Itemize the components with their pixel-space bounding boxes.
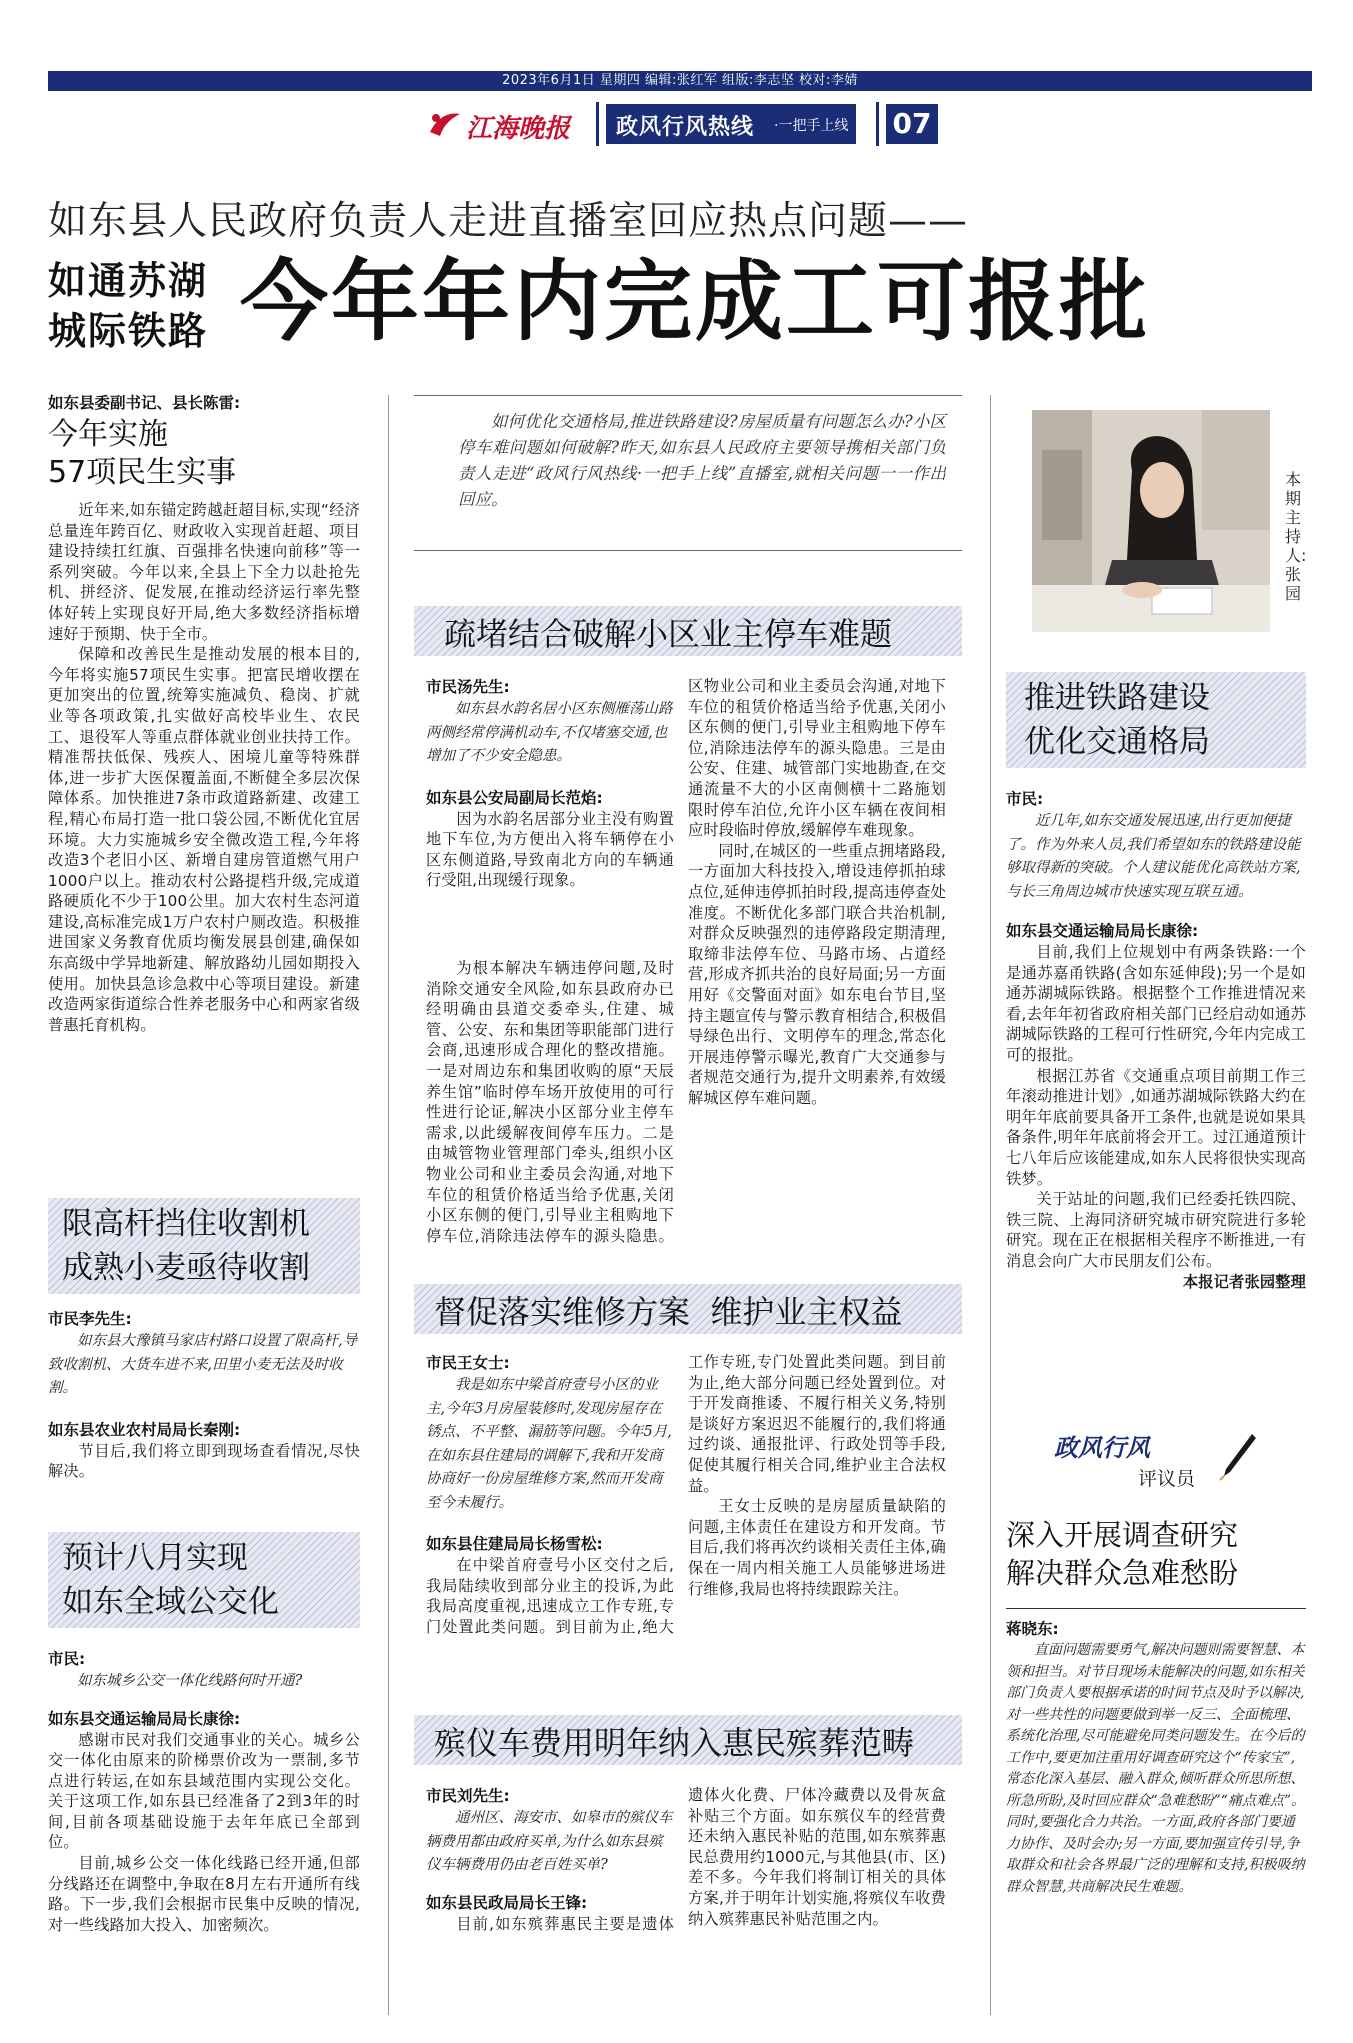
paragraph: 同时,在城区的一些重点拥堵路段,一方面加大科技投入,增设违停抓拍球点位,延伸违停抓拍时段,提高违停查处准度。不断优化多部门联合共治机制,对群众反映强烈的违停路段定期清理,取缔非法停车位、马路市场、占道经营,形成齐抓共治的良好局面;另一方面用好《交警面对面》如东电台节目,坚持主题宣传与警示教育相结合,积极倡导绿色出行、文明停车的理念,常态化开展违停警示曝光,教育广大交通参与者规范交通行为,提升文明素养,有效缓解城区停车难问题。 [688,841,946,1107]
section-banner [414,606,962,656]
paragraph: 直面问题需要勇气,解决问题则需要智慧、本领和担当。对节目现场未能解决的问题,如东相关部门负责人要根据承诺的时间节点及时予以解决,对一些共性的问题要做到举一反三、全面梳理、系统化治理,尽可能避免同类问题发生。在今后的工作中,要更加注重用好调查研究这个“传家宝”,常态化深入基层、融入群众,倾听群众所思所想、所急所盼,及时回应群众“急难愁盼”“痛点难点”。同时,要强化合力共治。一方面,政府各部门要通力协作、及时会办;另一方面,要加强宣传引导,争取群众和社会各界最广泛的理解和支持,积极吸纳群众智慧,共商解决民生难题。 [1006,1642,1306,1895]
headline-subtitle-line: 城际铁路 [48,309,209,353]
answer-text [688,676,946,1244]
speaker-label: 市民: [1006,790,1044,808]
comment-rule [1006,1608,1306,1609]
divider [876,102,879,146]
left-column-lead [48,392,358,492]
fountain-pen-icon [1218,1432,1258,1482]
qa-block [48,1308,360,1482]
question-text [426,698,674,769]
paragraph: 遗体火化费、尸体冷藏费以及骨灰盒补贴三个方面。如东殡仪车的经营费还未纳入惠民补贴的范围,如东殡葬惠民总费用约1000元,与其他县(市、区)差不多。今年我们将制订相关的具体方案,并于明年计划实施,将殡仪车收费纳入殡葬惠民补贴范围之内。 [688,1786,946,1928]
lead-paragraph [458,409,946,513]
section-title: 督促落实维修方案 维护业主权益 [434,1293,903,1331]
section-title-line: 如东全域公交化 [62,1584,279,1620]
stamp-subtitle: 评议员 [1138,1468,1196,1490]
speaker-label: 如东县农业农村局局长秦刚: [48,1420,241,1439]
paragraph: 关于站址的问题,我们已经委托铁四院、铁三院、上海同济研究城市研究院进行多轮研究。现在正在根据相关程序不断推进,一有消息会向广大市民朋友们公布。 [1006,1190,1306,1270]
newspaper-logo [428,106,583,144]
headline-subtitle-line: 如通苏湖 [48,259,209,303]
speaker-label: 如东县公安局副局长范焰: [426,788,603,807]
answer-text [426,1555,674,1639]
answer-text [426,809,674,891]
paragraph: 如东县大豫镇马家店村路口设置了限高杆,导致收割机、大货车进不来,田里小麦无法及时收割。 [48,1333,358,1396]
speaker-label: 如东县民政局局长王锋: [426,1893,588,1912]
column-banner [606,104,856,144]
paragraph: 保障和改善民生是推动发展的根本目的,今年将实施57项民生实事。把富民增收摆在更加突出的位置,统筹实施减负、稳岗、扩就业等各项政策,扎实做好高校毕业生、农民工、退役军人等重点群体就业创业扶持工作。精准帮扶低保、残疾人、困境儿童等特殊群体,进一步扩大医保覆盖面,不断健全多层次保障体系。加快推进7条市政道路新建、改建工程,精心布局打造一批口袋公园,不断优化宜居环境。大力实施城乡安全微改造工程,今年将改造3个老旧小区、新增自建房管道燃气用户1000户以上。推动农村公路提档升级,完成道路硬质化不少于100公里。加大农村生态河道建设,高标准完成1万户农村户厕改造。积极推进国家义务教育优质均衡发展县创建,确保如东高级中学异地新建、解放路幼儿园如期投入使用。加快县急诊急救中心等项目建设。新建改造两家街道综合性养老服务中心和两家省级普惠托育机构。 [48,645,360,1034]
section-title-line: 解决群众急难愁盼 [1006,1556,1239,1590]
divider [596,102,599,146]
lead-rule [414,395,962,396]
section-title-line: 限高杆挡住收割机 [62,1206,310,1242]
question-text [426,1807,674,1878]
qa-block [426,1352,674,1639]
qa-block [426,676,674,891]
paragraph: 区物业公司和业主委员会沟通,对地下车位的租赁价格适当给予优惠,关闭小区东侧的便门,引导业主租购地下停车位,消除违法停车的源头隐患。三是由公安、住建、城管部门实地勘查,在交通流量不大的小区南侧横十二路施划限时停车泊位,允许小区车辆在夜间相应时段临时停放,缓解停车难现象。 [688,677,946,840]
qa-block [48,1648,360,1935]
question-text [48,1670,360,1694]
logo-swoosh-icon [428,110,462,138]
speaker-label: 市民王女士: [426,1354,510,1372]
paragraph: 因为水韵名居部分业主没有购置地下车位,为方便出入将车辆停在小区东侧道路,导致南北方向的车辆通行受阻,出现缓行现象。 [426,809,674,890]
paragraph: 如东县水韵名居小区东侧雁荡山路两侧经常停满机动车,不仅堵塞交通,也增加了不少安全隐患。 [426,701,673,764]
byline: 本报记者张园整理 [1182,1272,1306,1291]
commentator-stamp [1046,1426,1266,1496]
paragraph: 王女士反映的是房屋质量缺陷的问题,主体责任在建设方和开发商。节目后,我们将再次约谈相关责任主体,确保在一周内相关施工人员能够进场进行维修,我局也将持续跟踪关注。 [688,1497,946,1598]
speaker-label: 市民李先生: [48,1310,132,1328]
column-divider [990,395,991,2015]
speaker-label: 市民汤先生: [426,678,510,696]
answer-text [426,1914,674,1936]
question-text [48,1330,360,1401]
host-photo-illustration [1032,410,1270,632]
speaker-label: 如东县委副书记、县长陈雷: [48,394,241,412]
answer-text [1006,942,1306,1292]
paragraph: 感谢市民对我们交通事业的关心。城乡公交一体化由原来的阶梯票价改为一票制,多节点进行转运,在如东县域范围内实现公交化。关于这项工作,如东县已经准备了2到3年的时间,目前各项基础设施于去年年底已全部到位。 [48,1730,360,1852]
paragraph: 工作专班,专门处置此类问题。到目前为止,绝大部分问题已经处置到位。对于开发商推诿、不履行相关义务,特别是谈好方案迟迟不能履行的,我们将通过约谈、通报批评、行政处罚等手段,促使其履行相关合同,维护业主合法权益。 [688,1353,946,1495]
section-banner [48,1198,360,1294]
comment-text [1006,1640,1306,1898]
stamp-title: 政风行风 [1054,1433,1150,1462]
paragraph: 近年来,如东锚定跨越赶超目标,实现“经济总量连年跨百亿、财政收入实现首赶超、项目建设持续扛红旗、百强排名快速向前移”等一系列突破。今年以来,全县上下全力以赴抢先机、拼经济、促发展,在推动经济运行率先整体好转上实现良好开局,绝大多数经济指标增速好于预期、快于全市。 [48,501,360,643]
paragraph: 我是如东中梁首府壹号小区的业主,今年3月房屋装修时,发现房屋存在锈点、不平整、漏筋等问题。今年5月,在如东县住建局的调解下,我和开发商协商好一份房屋维修方案,然而开发商至今未履行。 [426,1377,672,1511]
section-title-line: 57项民生实事 [48,455,237,490]
question-text [1006,810,1306,904]
speaker-label: 如东县交通运输局局长康徐: [1006,922,1199,940]
headline-kicker: 如东县人民政府负责人走进直播室回应热点问题—— [48,199,969,244]
paragraph: 通州区、海安市、如皋市的殡仪车辆费用都由政府买单,为什么如东县殡仪车辆费用仍由老百姓买单? [426,1810,673,1873]
qa-block [1006,788,1306,1292]
section-title-line: 成熟小麦亟待收割 [62,1250,310,1286]
paragraph: 近几年,如东交通发展迅速,出行更加便捷了。作为外来人员,我们希望如东的铁路建设能够取得新的突破。个人建议能优化高铁站方案,与长三角周边城市快速实现互联互通。 [1006,813,1301,900]
section-banner [414,1715,962,1765]
paragraph: 根据江苏省《交通重点项目前期工作三年滚动推进计划》,如通苏湖城际铁路大约在明年年底前要具备开工条件,也就是说如果具备条件,明年年底前将会开工。过江通道预计七八年后应该能建成,如东人民将很快实现高铁梦。 [1006,1066,1306,1188]
column-name: 政风行风热线 [616,115,755,140]
answer-text [48,1441,360,1482]
paragraph: 为根本解决车辆违停问题,及时消除交通安全风险,如东县政府办已经明确由县道交委牵头,住建、城管、公安、东和集团等职能部门进行会商,迅速形成合理化的整改措施。一是对周边东和集团收购的原“天辰养生馆”临时停车场开放使用的可行性进行论证,解决小区部分业主停车需求,以此缓解夜间停车压力。二是由城管物业管理部门牵头,组织小区物业公司和业主委员会沟通,对地下车位的租赁价格适当给予优惠,关闭小区东侧的便门,引导业主租购地下停车位,消除违法停车的源头隐患。 [426,959,674,1244]
column-tagline: ·一把手上线 [774,118,849,134]
speaker-label: 蒋晓东: [1006,1620,1059,1638]
paragraph: 在中梁首府壹号小区交付之后,我局陆续收到部分业主的投诉,为此我局高度重视,迅速成立工作专班,专门处置此类问题。到目前为止,绝大 [426,1556,674,1636]
speaker-label: 市民刘先生: [426,1787,510,1805]
main-headline: 今年年内完成工可报批 [240,250,1151,353]
answer-text [688,1352,946,1657]
section-title: 殡仪车费用明年纳入惠民殡葬范畴 [434,1724,915,1762]
paragraph: 目前,我们上位规划中有两条铁路:一个是通苏嘉甬铁路(含如东延伸段);另一个是如通苏湖城际铁路。根据整个工作推进情况来看,去年年初省政府相关部门已经启动如通苏湖城际铁路的工程可行性研究,今年内完成工可的报批。 [1006,943,1306,1064]
page-number: 07 [886,104,938,144]
answer-text [426,958,674,1244]
headline-subtitle [48,256,208,356]
newspaper-name: 江海晚报 [466,114,571,144]
speaker-label: 如东县住建局局长杨雪松: [426,1535,603,1553]
section-title [48,416,358,492]
section-banner [1006,672,1306,768]
speaker-label: 市民: [48,1650,86,1668]
paragraph: 节目后,我们将立即到现场查看情况,尽快解决。 [48,1441,360,1481]
question-text [426,1374,674,1515]
section-banner [414,1284,962,1334]
section-title-line: 推进铁路建设 [1024,680,1210,716]
qa-block [426,1785,674,1936]
paragraph: 如东城乡公交一体化线路何时开通? [77,1673,303,1689]
column-divider [388,395,389,2015]
host-caption: 本期主持人:张园 [1285,470,1307,603]
article-body [48,500,360,1035]
lead-rule [414,550,962,551]
comment-block [1006,1618,1306,1898]
paragraph: 目前,城乡公交一体化线路已经开通,但部分线路还在调整中,争取在8月左右开通所有线路。下一步,我们会根据市民集中反映的情况,对一些线路加大投入、加密频次。 [48,1854,360,1934]
section-title-line: 今年实施 [48,417,168,452]
section-title-line: 深入开展调查研究 [1006,1518,1239,1552]
speaker-label: 如东县交通运输局局长康徐: [48,1709,241,1728]
section-title: 疏堵结合破解小区业主停车难题 [444,615,893,653]
host-photo [1032,410,1270,632]
paragraph: 如何优化交通格局,推进铁路建设?房屋质量有问题怎么办?小区停车难问题如何破解?昨天,如东县人民政府主要领导携相关部门负责人走进“政风行风热线·一把手上线”直播室,就相关问题一一作出回应。 [458,412,946,509]
section-title-line: 优化交通格局 [1024,724,1210,760]
comment-title [1006,1516,1306,1592]
answer-text [688,1785,946,2015]
section-title-line: 预计八月实现 [62,1540,248,1576]
section-banner [48,1532,360,1628]
answer-text [48,1730,360,1936]
paragraph: 目前,如东殡葬惠民主要是遗体 [456,1914,674,1933]
date-editor-bar: 2023年6月1日 星期四 编辑:张红军 组版:李志坚 校对:李婧 [48,71,1312,91]
